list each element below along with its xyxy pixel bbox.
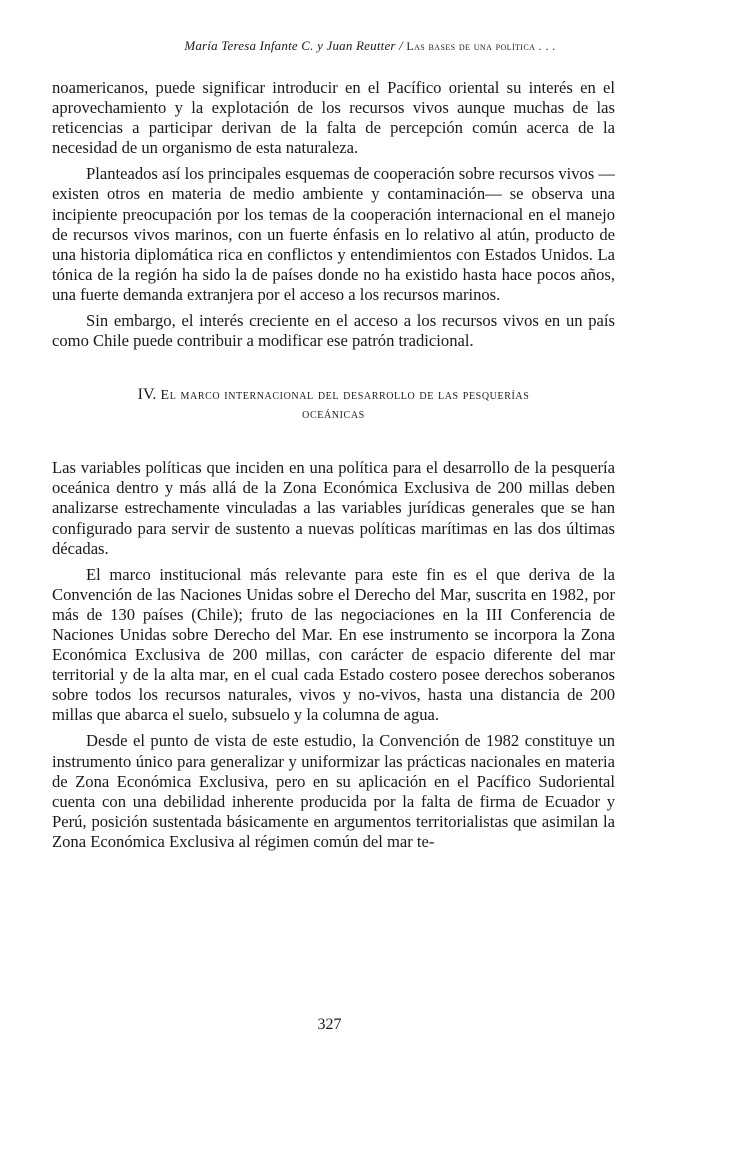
paragraph-3: Sin embargo, el interés creciente en el acceso a los recursos vivos en un país como Chile puede contribuir a modificar ese patrón tradicional. bbox=[52, 311, 615, 351]
body-text bbox=[52, 78, 615, 852]
header-authors: María Teresa Infante C. y Juan Reutter / bbox=[184, 38, 407, 53]
header-title: Las bases de una política . . . bbox=[406, 39, 556, 53]
section-heading bbox=[52, 385, 615, 424]
paragraph-4: Las variables políticas que inciden en una política para el desarrollo de la pesquería oceánica dentro y más allá de la Zona Económica Exclusiva de 200 millas deben analizarse estrechamente vinculadas a las variables jurídicas generales que se han configurado para servir de sustento a nuevas políticas marítimas en las dos últimas décadas. bbox=[52, 458, 615, 558]
paragraph-6: Desde el punto de vista de este estudio, la Convención de 1982 constituye un instrumento único para generalizar y uniformizar las prácticas nacionales en materia de Zona Económica Exclusiva, pero en su aplicación en el Pacífico Sudoriental cuenta con una debilidad inherente producida por la falta de firma de Ecuador y Perú, posición sustentada básicamente en argumentos territorialistas que asimilan la Zona Económica Exclusiva al régimen común del mar te- bbox=[52, 731, 615, 851]
running-header bbox=[60, 38, 680, 54]
section-number: IV. bbox=[137, 386, 157, 404]
paragraph-2: Planteados así los principales esquemas de cooperación sobre recursos vivos —existen otros en materia de medio ambiente y contaminación— se observa una incipiente preocupación por los temas de la cooperación internacional en el manejo de recursos vivos marinos, con un fuerte énfasis en lo relativo al atún, producto de una historia diplomática rica en conflictos y entendimientos con Estados Unidos. La tónica de la región ha sido la de países donde no ha existido hasta hace pocos años, una fuerte demanda extranjera por el acceso a los recursos marinos. bbox=[52, 164, 616, 304]
page-number: 327 bbox=[317, 1016, 342, 1033]
paragraph-1: noamericanos, puede significar introducir en el Pacífico oriental su interés en el aprovechamiento y la explotación de los recursos vivos aunque muchas de las reticencias a participar derivan de la falta de percepción común acerca de la necesidad de un organismo de esta naturaleza. bbox=[52, 78, 615, 158]
paragraph-5: El marco institucional más relevante para este fin es el que deriva de la Convención de las Naciones Unidas sobre el Derecho del Mar, suscrita en 1982, por más de 130 países (Chile); fruto de las negociaciones en la III Conferencia de Naciones Unidas sobre Derecho del Mar. En ese instrumento se incorpora la Zona Económica Exclusiva de 200 millas, con carácter de espacio diferente del mar territorial y de la alta mar, en el cual cada Estado costero posee derechos soberanos sobre todos los recursos naturales, vivos y no-vivos, hasta una distancia de 200 millas que abarca el suelo, subsuelo y la columna de agua. bbox=[52, 564, 615, 725]
section-title-line1: El marco internacional del desarrollo de las pesquerías bbox=[160, 388, 530, 404]
section-title-line2: oceánicas bbox=[302, 407, 365, 423]
